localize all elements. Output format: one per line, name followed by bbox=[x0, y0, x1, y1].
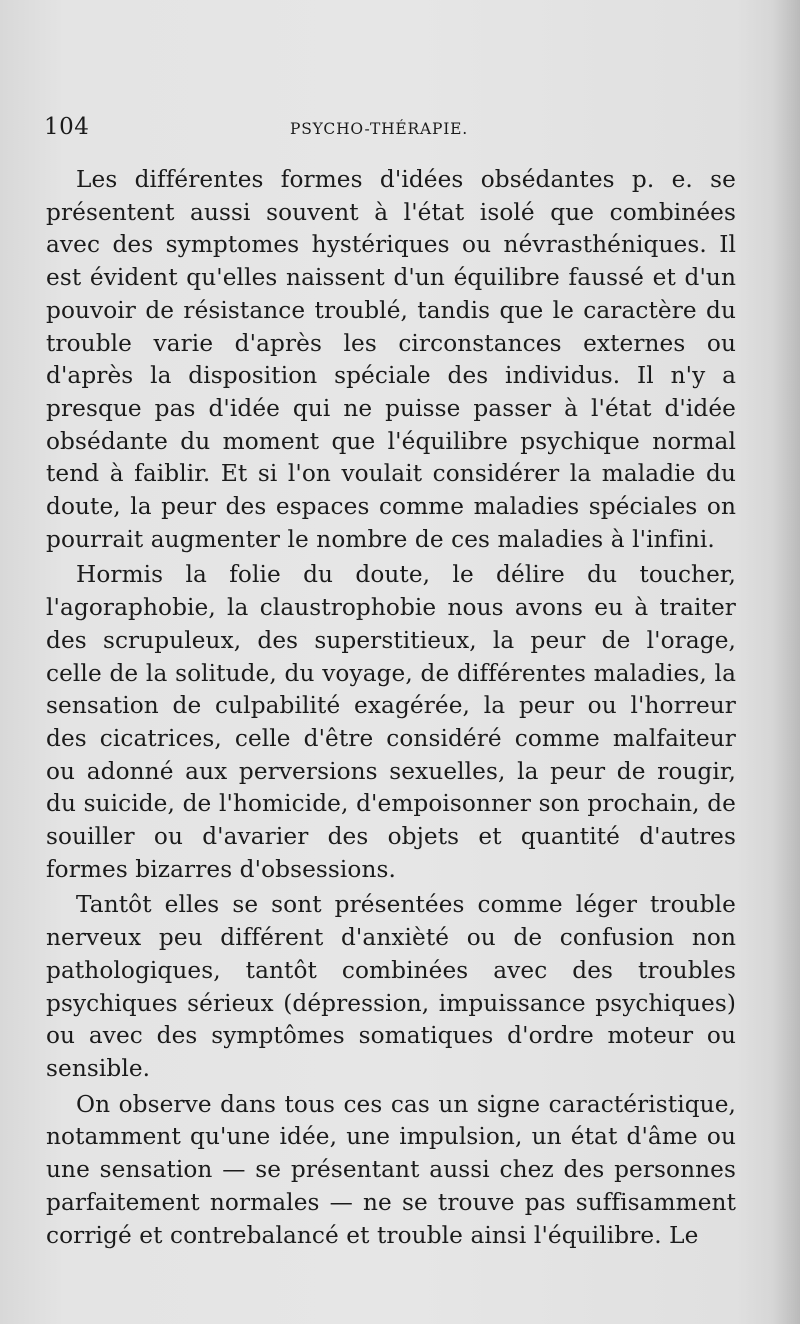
paragraph-4: On observe dans tous ces cas un signe caractéristique, notamment qu'une idée, une impulsion, un état d'âme ou une sensation — se présentant aussi chez des personnes parfaitement normales — ne se trouve pas suffisamment corrigé et contrebalancé et trouble ainsi l'équilibre. Le bbox=[46, 1090, 736, 1249]
body-text bbox=[46, 164, 736, 1252]
paragraph-2: Hormis la folie du doute, le délire du toucher, l'agoraphobie, la claustrophobie nous avons eu à traiter des scrupuleux, des superstitieux, la peur de l'orage, celle de la solitude, du voyage, de différentes maladies, la sensation de culpabilité exagérée, la peur ou l'horreur des cicatrices, celle d'être considéré comme malfaiteur ou adonné aux perversions sexuelles, la peur de rougir, du suicide, de l'homicide, d'empoisonner son prochain, de souiller ou d'avarier des objets et quantité d'autres formes bizarres d'obsessions. bbox=[46, 561, 736, 883]
paragraph-3: Tantôt elles se sont présentées comme léger trouble nerveux peu différent d'anxièté ou de confusion non pathologiques, tantôt combinées avec des troubles psychiques sérieux (dépression, impuissance psychiques) ou avec des symptômes somatiques d'ordre moteur ou sensible. bbox=[46, 891, 736, 1082]
page-header bbox=[44, 114, 744, 144]
paragraph-1: Les différentes formes d'idées obsédantes p. e. se présentent aussi souvent à l'état isolé que combinées avec des symptomes hystériques ou névrasthéniques. Il est évident qu'elles naissent d'un équilibre faussé et d'un pouvoir de résistance troublé, tandis que le caractère du trouble varie d'après les circonstances externes ou d'après la disposition spéciale des individus. Il n'y a presque pas d'idée qui ne puisse passer à l'état d'idée obsédante du moment que l'équilibre psychique normal tend à faiblir. Et si l'on voulait considérer la maladie du doute, la peur des espaces comme maladies spéciales on pourrait augmenter le nombre de ces maladies à l'infini. bbox=[46, 166, 736, 553]
page-number: 104 bbox=[44, 114, 90, 140]
running-title: PSYCHO-THÉRAPIE. bbox=[290, 120, 468, 138]
